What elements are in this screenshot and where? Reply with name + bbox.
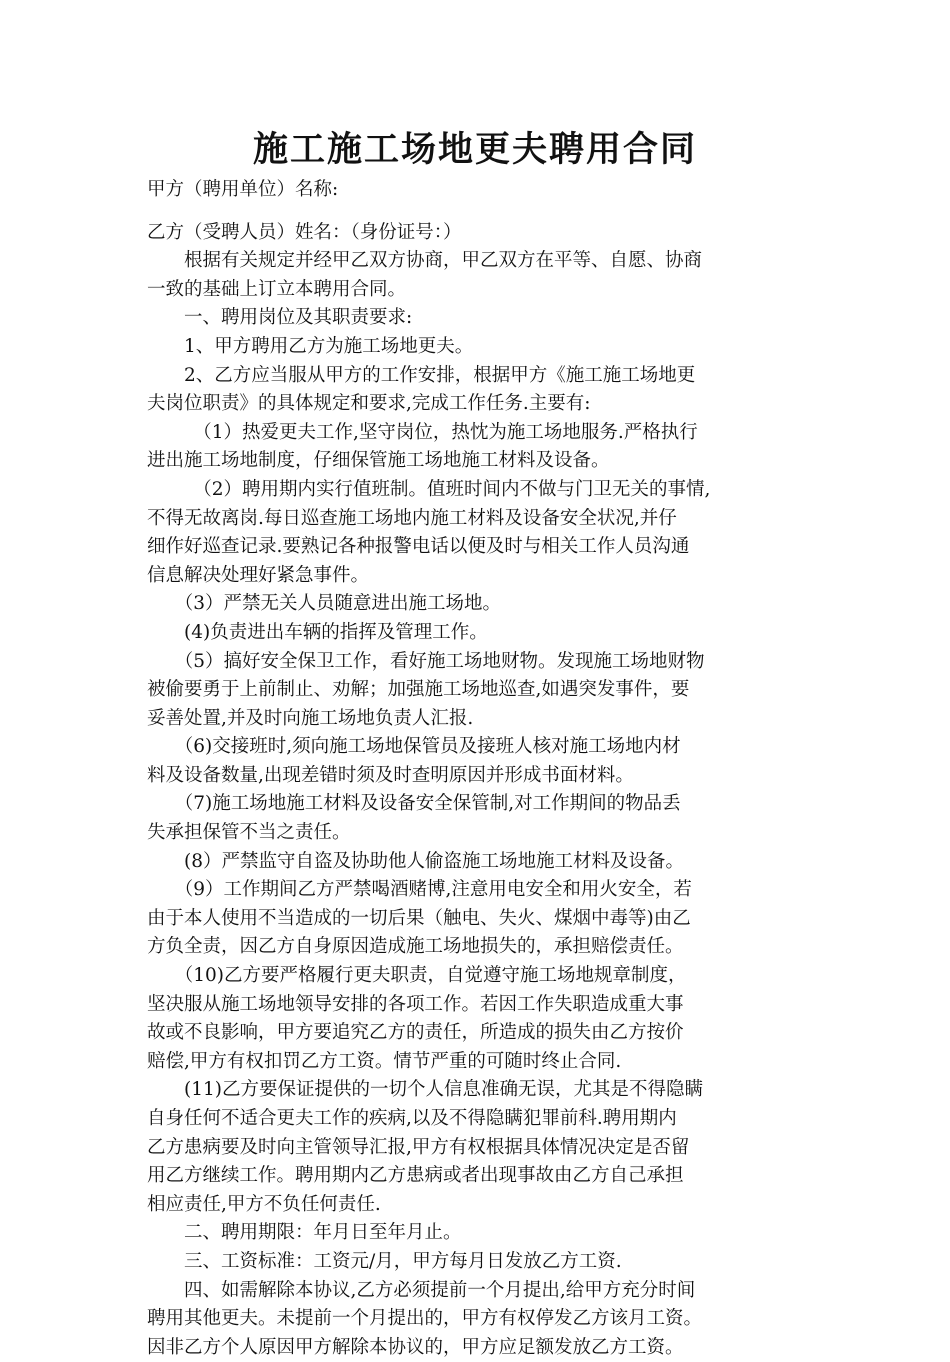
blank-gap bbox=[147, 205, 815, 219]
document-line: 赔偿,甲方有权扣罚乙方工资。情节严重的可随时终止合同. bbox=[147, 1050, 622, 1072]
document-body bbox=[147, 176, 815, 1362]
document-line: 进出施工场地制度，仔细保管施工场地施工材料及设备。 bbox=[147, 450, 610, 472]
document-line: 二、聘用期限：年月日至年月止。 bbox=[147, 1222, 462, 1244]
document-line: （5）搞好安全保卫工作，看好施工场地财物。发现施工场地财物 bbox=[147, 650, 705, 672]
document-line: （10)乙方要严格履行更夫职责，自觉遵守施工场地规章制度， bbox=[147, 965, 687, 987]
document-line: 料及设备数量,出现差错时须及时查明原因并形成书面材料。 bbox=[147, 764, 634, 786]
document-line: （2）聘用期内实行值班制。值班时间内不做与门卫无关的事情, bbox=[147, 478, 711, 500]
document-line: 相应责任,甲方不负任何责任. bbox=[147, 1193, 381, 1215]
document-line: 根据有关规定并经甲乙双方协商，甲乙双方在平等、自愿、协商 bbox=[147, 250, 703, 272]
document-line: 因非乙方个人原因甲方解除本协议的，甲方应足额发放乙方工资。 bbox=[147, 1336, 684, 1358]
document-line: （6)交接班时,须向施工场地保管员及接班人核对施工场地内材 bbox=[147, 736, 681, 758]
document-line: 由于本人使用不当造成的一切后果（触电、失火、煤烟中毒等)由乙 bbox=[147, 907, 691, 929]
document-line: 失承担保管不当之责任。 bbox=[147, 822, 351, 844]
document-line: （1）热爱更夫工作,坚守岗位，热忱为施工场地服务.严格执行 bbox=[147, 421, 698, 443]
document-line: 一致的基础上订立本聘用合同。 bbox=[147, 278, 407, 300]
document-line: 信息解决处理好紧急事件。 bbox=[147, 564, 370, 586]
document-line: 四、如需解除本协议,乙方必须提前一个月提出,给甲方充分时间 bbox=[147, 1279, 696, 1301]
document-line: 不得无故离岗.每日巡查施工场地内施工材料及设备安全状况,并仔 bbox=[147, 507, 677, 529]
document-line: 2、乙方应当服从甲方的工作安排，根据甲方《施工施工场地更 bbox=[147, 364, 696, 386]
document-line: (8）严禁监守自盗及协助他人偷盗施工场地施工材料及设备。 bbox=[147, 850, 684, 872]
document-line: 乙方（受聘人员）姓名：（身份证号：） bbox=[147, 221, 462, 243]
document-line: 一、聘用岗位及其职责要求: bbox=[147, 307, 413, 329]
document-line: 自身任何不适合更夫工作的疾病,以及不得隐瞒犯罪前科.聘用期内 bbox=[147, 1108, 677, 1129]
document-line: 聘用其他更夫。未提前一个月提出的，甲方有权停发乙方该月工资。 bbox=[147, 1308, 703, 1330]
document-line: (4)负责进出车辆的指挥及管理工作。 bbox=[147, 621, 488, 643]
document-line: 妥善处置,并及时向施工场地负责人汇报. bbox=[147, 707, 474, 729]
document-line: (11)乙方要保证提供的一切个人信息准确无误，尤其是不得隐瞒 bbox=[147, 1079, 703, 1101]
document-line: （9）工作期间乙方严禁喝酒赌博,注意用电安全和用火安全，若 bbox=[147, 879, 692, 901]
document-line: （7)施工场地施工材料及设备安全保管制,对工作期间的物品丢 bbox=[147, 793, 681, 815]
document-line: （3）严禁无关人员随意进出施工场地。 bbox=[147, 593, 502, 615]
document-line: 1、甲方聘用乙方为施工场地更夫。 bbox=[147, 335, 474, 357]
document-line: 三、工资标准：工资元/月，甲方每月日发放乙方工资. bbox=[147, 1250, 622, 1272]
document-line: 细作好巡查记录.要熟记各种报警电话以便及时与相关工作人员沟通 bbox=[147, 536, 690, 558]
document-line: 被偷要勇于上前制止、劝解；加强施工场地巡查,如遇突发事件，要 bbox=[147, 679, 690, 701]
document-line: 坚决服从施工场地领导安排的各项工作。若因工作失职造成重大事 bbox=[147, 993, 684, 1015]
document-line: 用乙方继续工作。聘用期内乙方患病或者出现事故由乙方自己承担 bbox=[147, 1165, 684, 1187]
document-line: 甲方（聘用单位）名称: bbox=[147, 179, 339, 200]
document-line: 夫岗位职责》的具体规定和要求,完成工作任务.主要有: bbox=[147, 393, 591, 415]
document-line: 方负全责，因乙方自身原因造成施工场地损失的，承担赔偿责任。 bbox=[147, 936, 684, 958]
document-line: 乙方患病要及时向主管领导汇报,甲方有权根据具体情况决定是否留 bbox=[147, 1136, 690, 1158]
document-line: 故或不良影响，甲方要追究乙方的责任，所造成的损失由乙方按价 bbox=[147, 1022, 684, 1044]
document-title: 施工施工场地更夫聘用合同 bbox=[252, 129, 697, 170]
